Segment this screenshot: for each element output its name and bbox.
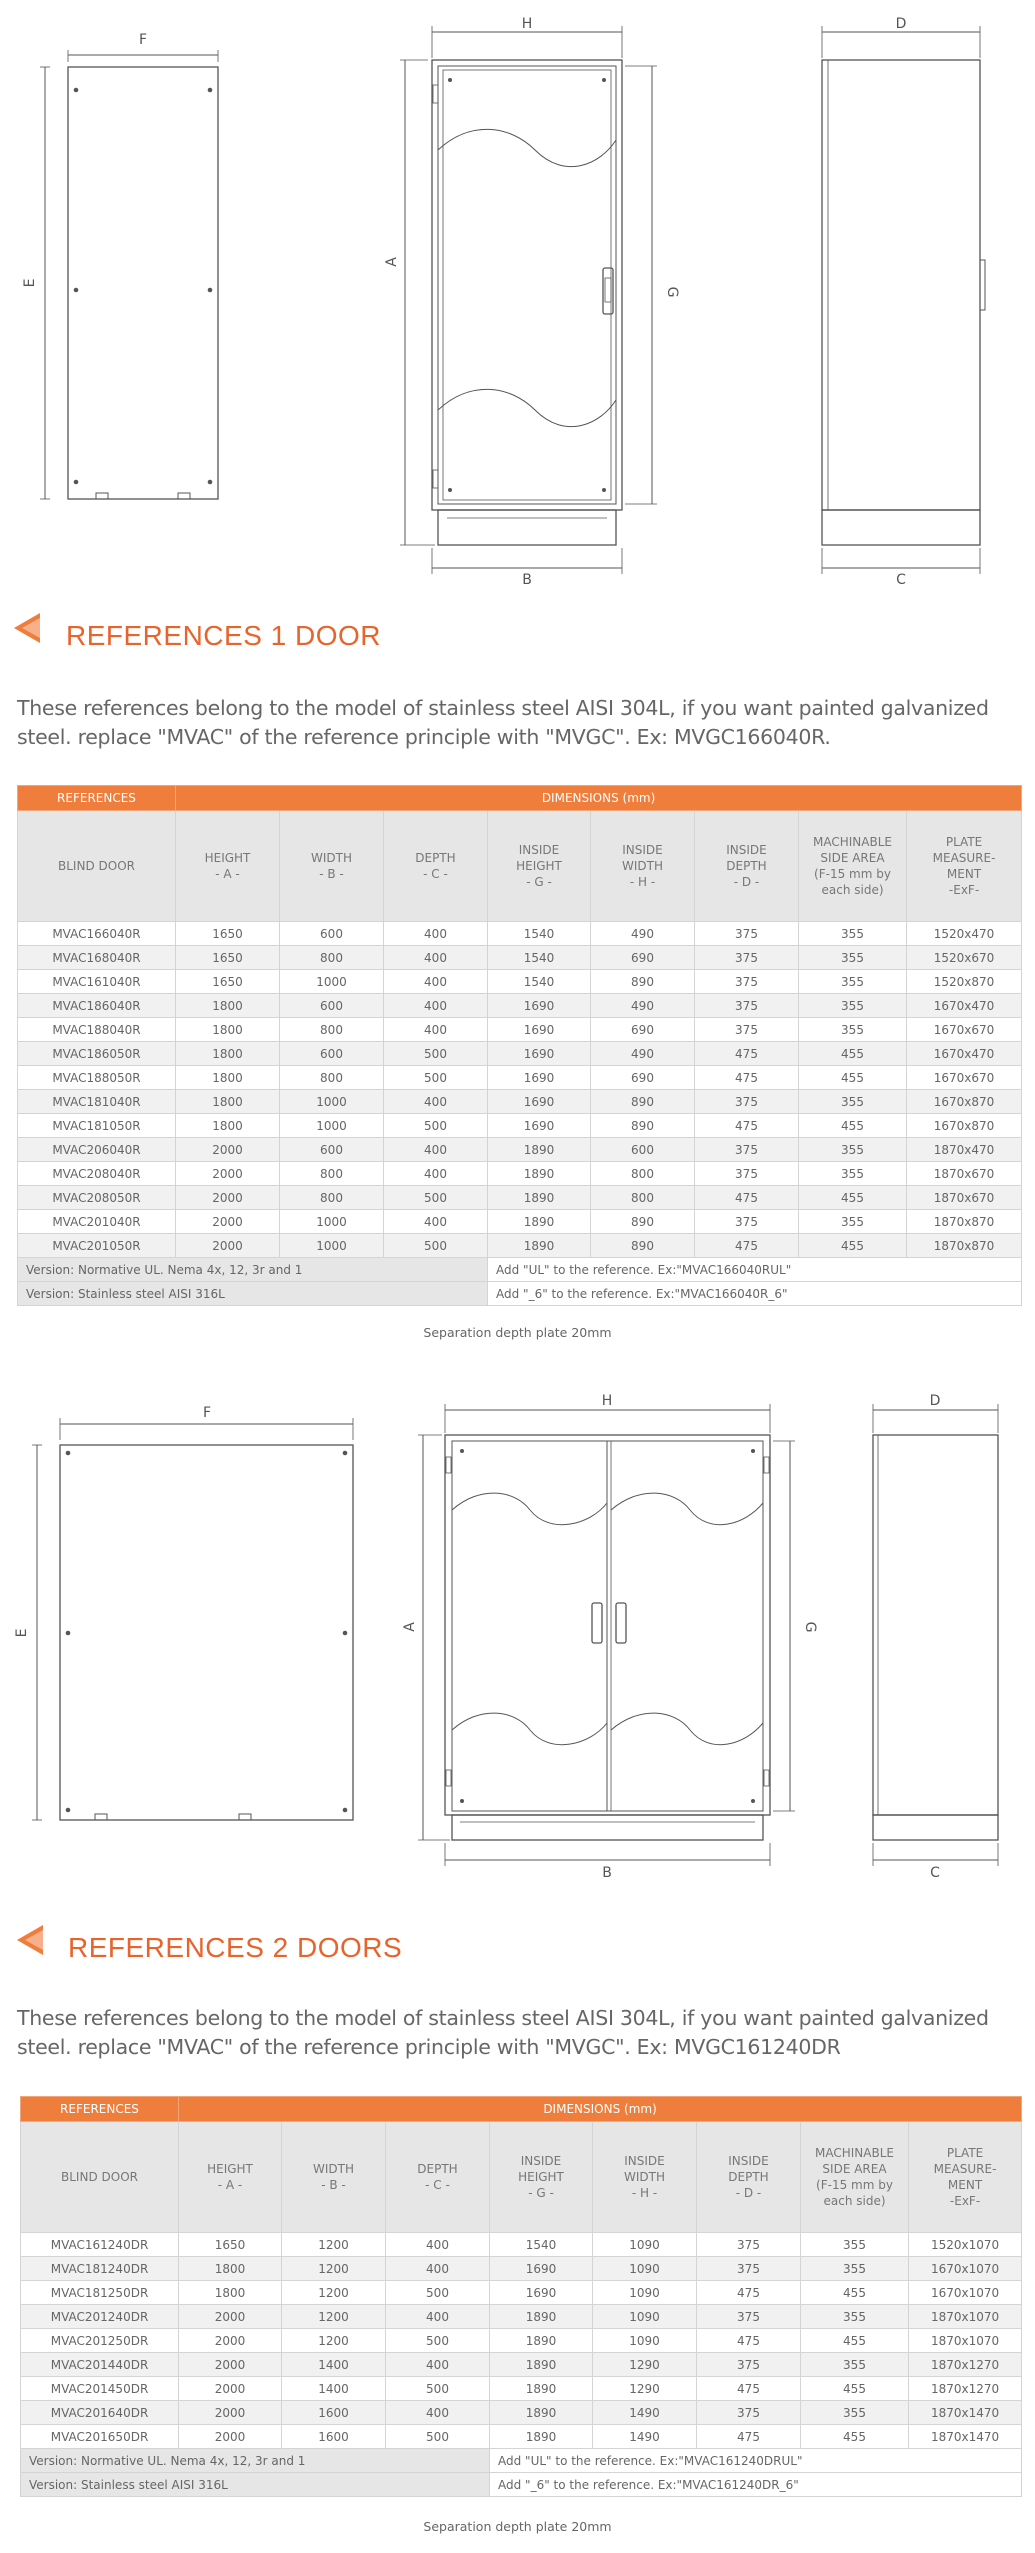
reference-cell: MVAC161240DR [21, 2233, 179, 2257]
reference-cell: MVAC201650DR [21, 2425, 179, 2449]
dimension-cell: 475 [695, 1042, 799, 1066]
dimension-cell: 800 [280, 1162, 384, 1186]
dimension-cell: 1650 [176, 970, 280, 994]
dimension-cell: 1870x1070 [909, 2305, 1022, 2329]
dimension-cell: 1000 [280, 1210, 384, 1234]
table-row [18, 1234, 1022, 1258]
table-body [18, 922, 1022, 1258]
dimension-cell: 690 [591, 946, 695, 970]
dimension-cell: 800 [591, 1186, 695, 1210]
dimension-cell: 490 [591, 994, 695, 1018]
reference-cell: MVAC208050R [18, 1186, 176, 1210]
section-intro-1-door: These references belong to the model of stainless steel AISI 304L, if you want painted galvanized steel. replace "MVAC" of the reference principle with "MVGC". Ex: MVGC166040R. [17, 696, 989, 749]
dimension-cell: 690 [591, 1018, 695, 1042]
dimension-cell: 1890 [488, 1162, 591, 1186]
column-header: INSIDE DEPTH - D - [697, 2122, 801, 2233]
reference-cell: MVAC201250DR [21, 2329, 179, 2353]
reference-cell: MVAC188040R [18, 1018, 176, 1042]
dimension-cell: 2000 [179, 2305, 282, 2329]
dimension-cell: 600 [591, 1138, 695, 1162]
column-header: HEIGHT - A - [179, 2122, 282, 2233]
dimension-cell: 455 [801, 2425, 909, 2449]
dimension-cell: 355 [799, 1162, 907, 1186]
dimension-cell: 375 [695, 1090, 799, 1114]
version-rows [21, 2449, 1022, 2497]
table-row [18, 970, 1022, 994]
two-door-cabinet-drawing [0, 1385, 1035, 1905]
version-label: Version: Stainless steel AISI 316L [18, 1282, 488, 1306]
dimension-cell: 1870x870 [907, 1234, 1022, 1258]
dimension-cell: 400 [384, 1090, 488, 1114]
dimension-cell: 1490 [593, 2401, 697, 2425]
dimension-cell: 1000 [280, 970, 384, 994]
dimension-cell: 355 [799, 1138, 907, 1162]
version-note: Add "_6" to the reference. Ex:"MVAC166040R_6" [488, 1282, 1022, 1306]
dimension-cell: 1600 [282, 2401, 386, 2425]
references-table-1-door [17, 785, 1022, 1306]
dimension-cell: 475 [695, 1066, 799, 1090]
dimension-cell: 890 [591, 1090, 695, 1114]
column-header: BLIND DOOR [18, 811, 176, 922]
reference-cell: MVAC186040R [18, 994, 176, 1018]
table-row [18, 1138, 1022, 1162]
dimension-cell: 375 [695, 994, 799, 1018]
dim-label-e: E [22, 278, 38, 288]
dimension-cell: 1870x1270 [909, 2353, 1022, 2377]
dimension-cell: 375 [695, 970, 799, 994]
dimension-cell: 355 [799, 1210, 907, 1234]
dimension-cell: 455 [801, 2377, 909, 2401]
dimension-cell: 1200 [282, 2329, 386, 2353]
dimension-cell: 1650 [176, 922, 280, 946]
dimension-cell: 1600 [282, 2425, 386, 2449]
dimension-cell: 355 [799, 946, 907, 970]
table-row [18, 1162, 1022, 1186]
dimension-cell: 1670x470 [907, 1042, 1022, 1066]
version-label: Version: Normative UL. Nema 4x, 12, 3r and 1 [21, 2449, 490, 2473]
reference-cell: MVAC168040R [18, 946, 176, 970]
dimension-cell: 1200 [282, 2281, 386, 2305]
dimension-cell: 1670x870 [907, 1090, 1022, 1114]
dimension-cell: 400 [386, 2401, 490, 2425]
dimension-cell: 355 [801, 2257, 909, 2281]
group-header-references: REFERENCES [18, 786, 176, 811]
dim-label-h: H [521, 16, 533, 32]
dimension-cell: 490 [591, 922, 695, 946]
dimension-cell: 1800 [179, 2281, 282, 2305]
table-row [21, 2401, 1022, 2425]
orange-triangle-icon [17, 1925, 45, 1955]
dimension-cell: 375 [697, 2305, 801, 2329]
dimension-cell: 1090 [593, 2281, 697, 2305]
table-row [18, 1042, 1022, 1066]
section-title-2-doors: REFERENCES 2 DOORS [68, 1932, 403, 1963]
dimension-cell: 1800 [176, 1114, 280, 1138]
reference-cell: MVAC181050R [18, 1114, 176, 1138]
dimension-cell: 1890 [490, 2377, 593, 2401]
dimension-cell: 375 [695, 1162, 799, 1186]
dimension-cell: 500 [386, 2425, 490, 2449]
dimension-cell: 500 [384, 1186, 488, 1210]
dimension-cell: 1090 [593, 2257, 697, 2281]
dimension-cell: 1690 [488, 1090, 591, 1114]
dimension-cell: 375 [695, 1210, 799, 1234]
dimension-cell: 500 [386, 2281, 490, 2305]
version-note: Add "UL" to the reference. Ex:"MVAC166040RUL" [488, 1258, 1022, 1282]
dimension-cell: 400 [384, 1018, 488, 1042]
dimension-cell: 1890 [488, 1234, 591, 1258]
dimension-cell: 2000 [179, 2353, 282, 2377]
dimension-cell: 890 [591, 1114, 695, 1138]
dim-label-f: F [138, 32, 148, 48]
dimension-cell: 500 [384, 1234, 488, 1258]
dimension-cell: 1870x670 [907, 1186, 1022, 1210]
table-row [21, 2281, 1022, 2305]
column-header: PLATE MEASURE- MENT -ExF- [909, 2122, 1022, 2233]
dimension-cell: 800 [280, 1186, 384, 1210]
dim-label-f: F [202, 1405, 212, 1421]
dimension-cell: 1690 [488, 1114, 591, 1138]
dimension-cell: 400 [386, 2353, 490, 2377]
column-header: DEPTH - C - [386, 2122, 490, 2233]
dimension-cell: 400 [384, 922, 488, 946]
table-row [18, 1210, 1022, 1234]
dimension-cell: 400 [384, 1138, 488, 1162]
dimension-cell: 355 [801, 2401, 909, 2425]
dim-label-d: D [895, 16, 907, 32]
version-rows [18, 1258, 1022, 1306]
table-row [18, 1090, 1022, 1114]
dimension-cell: 1890 [490, 2305, 593, 2329]
dimension-cell: 1200 [282, 2233, 386, 2257]
dimension-cell: 375 [697, 2401, 801, 2425]
dimension-cell: 2000 [176, 1186, 280, 1210]
dimension-cell: 475 [697, 2329, 801, 2353]
dimension-cell: 1690 [488, 994, 591, 1018]
dim-label-c: C [930, 1865, 940, 1881]
dimension-cell: 355 [799, 1018, 907, 1042]
table-row [21, 2329, 1022, 2353]
single-door-cabinet-drawing [0, 0, 1035, 590]
dim-label-g: G [802, 1621, 818, 1633]
group-header-dimensions: DIMENSIONS (mm) [179, 2097, 1022, 2122]
table-row [21, 2377, 1022, 2401]
dimension-cell: 1690 [490, 2281, 593, 2305]
table-row [21, 2425, 1022, 2449]
dimension-cell: 2000 [179, 2377, 282, 2401]
reference-cell: MVAC181250DR [21, 2281, 179, 2305]
dim-label-a: A [402, 1622, 418, 1632]
dimension-cell: 2000 [176, 1234, 280, 1258]
group-header-dimensions: DIMENSIONS (mm) [176, 786, 1022, 811]
dimension-cell: 800 [280, 946, 384, 970]
separation-note-2-doors: Separation depth plate 20mm [423, 2519, 612, 2534]
column-header: MACHINABLE SIDE AREA (F-15 mm by each side) [799, 811, 907, 922]
dimension-cell: 1870x470 [907, 1138, 1022, 1162]
dim-label-d: D [929, 1393, 941, 1409]
dimension-cell: 2000 [176, 1210, 280, 1234]
dimension-cell: 2000 [176, 1138, 280, 1162]
dimension-cell: 1090 [593, 2233, 697, 2257]
dimension-cell: 1520x670 [907, 946, 1022, 970]
column-header: HEIGHT - A - [176, 811, 280, 922]
dim-label-g: G [664, 286, 680, 298]
dimension-cell: 2000 [179, 2401, 282, 2425]
dimension-cell: 1800 [176, 1018, 280, 1042]
dimension-cell: 1490 [593, 2425, 697, 2449]
dimension-cell: 455 [801, 2329, 909, 2353]
references-table-2-doors [20, 2096, 1022, 2497]
dimension-cell: 1400 [282, 2353, 386, 2377]
dimension-cell: 355 [799, 994, 907, 1018]
dimension-cell: 400 [384, 970, 488, 994]
dimension-cell: 1870x1270 [909, 2377, 1022, 2401]
dimension-cell: 400 [386, 2305, 490, 2329]
dim-label-a: A [384, 257, 400, 267]
dimension-cell: 1670x670 [907, 1066, 1022, 1090]
table-row [18, 994, 1022, 1018]
reference-cell: MVAC181240DR [21, 2257, 179, 2281]
dimension-cell: 1890 [488, 1186, 591, 1210]
reference-cell: MVAC206040R [18, 1138, 176, 1162]
dimension-cell: 1670x870 [907, 1114, 1022, 1138]
column-header-row [18, 811, 1022, 922]
dimension-cell: 800 [280, 1018, 384, 1042]
column-header: MACHINABLE SIDE AREA (F-15 mm by each side) [801, 2122, 909, 2233]
dimension-cell: 600 [280, 994, 384, 1018]
table-row [18, 1018, 1022, 1042]
dimension-cell: 475 [697, 2425, 801, 2449]
dimension-cell: 890 [591, 1234, 695, 1258]
dimension-cell: 475 [697, 2281, 801, 2305]
dimension-cell: 600 [280, 922, 384, 946]
dim-label-e: E [14, 1628, 30, 1638]
reference-cell: MVAC201450DR [21, 2377, 179, 2401]
reference-cell: MVAC201640DR [21, 2401, 179, 2425]
table-row [18, 1186, 1022, 1210]
version-row-ul [21, 2449, 1022, 2473]
dimension-cell: 355 [799, 922, 907, 946]
version-label: Version: Normative UL. Nema 4x, 12, 3r and 1 [18, 1258, 488, 1282]
dimension-cell: 1870x1070 [909, 2329, 1022, 2353]
version-row-ul [18, 1258, 1022, 1282]
column-header: INSIDE HEIGHT - G - [490, 2122, 593, 2233]
dimension-cell: 455 [799, 1186, 907, 1210]
dimension-cell: 1000 [280, 1234, 384, 1258]
dimension-cell: 1090 [593, 2305, 697, 2329]
reference-cell: MVAC201440DR [21, 2353, 179, 2377]
dimension-cell: 1540 [488, 946, 591, 970]
version-label: Version: Stainless steel AISI 316L [21, 2473, 490, 2497]
dim-label-b: B [602, 1865, 612, 1881]
dimension-cell: 1870x670 [907, 1162, 1022, 1186]
dimension-cell: 375 [697, 2257, 801, 2281]
dimension-cell: 2000 [176, 1162, 280, 1186]
dimension-cell: 355 [801, 2233, 909, 2257]
dim-label-h: H [601, 1393, 613, 1409]
dimension-cell: 1800 [176, 994, 280, 1018]
dimension-cell: 1870x1470 [909, 2401, 1022, 2425]
column-header: INSIDE DEPTH - D - [695, 811, 799, 922]
dimension-cell: 1800 [179, 2257, 282, 2281]
dimension-cell: 1690 [488, 1042, 591, 1066]
dimension-cell: 375 [695, 922, 799, 946]
dimension-cell: 455 [801, 2281, 909, 2305]
dimension-cell: 475 [695, 1234, 799, 1258]
dimension-cell: 500 [384, 1066, 488, 1090]
dimension-cell: 1520x870 [907, 970, 1022, 994]
dimension-cell: 1650 [179, 2233, 282, 2257]
dimension-cell: 375 [695, 1018, 799, 1042]
dimension-cell: 490 [591, 1042, 695, 1066]
dimension-cell: 1690 [488, 1066, 591, 1090]
dimension-cell: 400 [386, 2233, 490, 2257]
dimension-cell: 1000 [280, 1114, 384, 1138]
dimension-cell: 455 [799, 1066, 907, 1090]
dimension-cell: 455 [799, 1042, 907, 1066]
dimension-cell: 1800 [176, 1066, 280, 1090]
dimension-cell: 475 [695, 1186, 799, 1210]
version-note: Add "UL" to the reference. Ex:"MVAC161240DRUL" [490, 2449, 1022, 2473]
reference-cell: MVAC166040R [18, 922, 176, 946]
dimension-cell: 1290 [593, 2377, 697, 2401]
dim-label-c: C [896, 572, 906, 588]
dimension-cell: 1690 [490, 2257, 593, 2281]
dimension-cell: 1540 [488, 922, 591, 946]
dimension-cell: 1690 [488, 1018, 591, 1042]
dimension-cell: 1200 [282, 2257, 386, 2281]
reference-cell: MVAC201240DR [21, 2305, 179, 2329]
dimension-cell: 1670x1070 [909, 2257, 1022, 2281]
column-header: DEPTH - C - [384, 811, 488, 922]
dimension-cell: 500 [386, 2377, 490, 2401]
dimension-cell: 1200 [282, 2305, 386, 2329]
dimension-cell: 800 [591, 1162, 695, 1186]
dim-label-b: B [522, 572, 532, 588]
dimension-cell: 890 [591, 970, 695, 994]
reference-cell: MVAC161040R [18, 970, 176, 994]
table-row [18, 1114, 1022, 1138]
dimension-cell: 455 [799, 1234, 907, 1258]
table-row [18, 1066, 1022, 1090]
dimension-cell: 475 [697, 2377, 801, 2401]
dimension-cell: 355 [801, 2353, 909, 2377]
dimension-cell: 455 [799, 1114, 907, 1138]
column-header: WIDTH - B - [282, 2122, 386, 2233]
table-row [21, 2305, 1022, 2329]
table-row [18, 922, 1022, 946]
section-intro-2-doors: These references belong to the model of stainless steel AISI 304L, if you want painted galvanized steel. replace "MVAC" of the reference principle with "MVGC". Ex: MVGC161240DR [17, 2006, 989, 2059]
column-header: INSIDE WIDTH - H - [591, 811, 695, 922]
dimension-cell: 355 [799, 970, 907, 994]
dimension-cell: 375 [697, 2233, 801, 2257]
dimension-cell: 1290 [593, 2353, 697, 2377]
table-row [21, 2233, 1022, 2257]
separation-note-1-door: Separation depth plate 20mm [423, 1325, 612, 1340]
dimension-cell: 1670x1070 [909, 2281, 1022, 2305]
dimension-cell: 500 [386, 2329, 490, 2353]
group-header-references: REFERENCES [21, 2097, 179, 2122]
dimension-cell: 400 [384, 994, 488, 1018]
dimension-cell: 1890 [490, 2425, 593, 2449]
table-row [18, 946, 1022, 970]
table-row [21, 2257, 1022, 2281]
dimension-cell: 375 [695, 946, 799, 970]
column-header: INSIDE WIDTH - H - [593, 2122, 697, 2233]
dimension-cell: 1890 [488, 1138, 591, 1162]
dimension-cell: 400 [384, 1162, 488, 1186]
dimension-cell: 1540 [490, 2233, 593, 2257]
section-title-1-door: REFERENCES 1 DOOR [66, 620, 381, 651]
orange-triangle-icon [14, 613, 42, 643]
dimension-cell: 1400 [282, 2377, 386, 2401]
table-row [21, 2353, 1022, 2377]
dimension-cell: 500 [384, 1042, 488, 1066]
dimension-cell: 600 [280, 1042, 384, 1066]
dimension-cell: 800 [280, 1066, 384, 1090]
dimension-cell: 1800 [176, 1042, 280, 1066]
dimension-cell: 1650 [176, 946, 280, 970]
dimension-cell: 690 [591, 1066, 695, 1090]
version-row-316l [21, 2473, 1022, 2497]
dimension-cell: 1800 [176, 1090, 280, 1114]
column-header: INSIDE HEIGHT - G - [488, 811, 591, 922]
version-note: Add "_6" to the reference. Ex:"MVAC161240DR_6" [490, 2473, 1022, 2497]
table-body [21, 2233, 1022, 2449]
reference-cell: MVAC188050R [18, 1066, 176, 1090]
dimension-cell: 1890 [488, 1210, 591, 1234]
dimension-cell: 400 [386, 2257, 490, 2281]
dimension-cell: 1670x470 [907, 994, 1022, 1018]
dimension-cell: 1000 [280, 1090, 384, 1114]
dimension-cell: 1890 [490, 2353, 593, 2377]
dimension-cell: 600 [280, 1138, 384, 1162]
dimension-cell: 1870x870 [907, 1210, 1022, 1234]
dimension-cell: 355 [801, 2305, 909, 2329]
column-header-row [21, 2122, 1022, 2233]
reference-cell: MVAC181040R [18, 1090, 176, 1114]
column-header: PLATE MEASURE- MENT -ExF- [907, 811, 1022, 922]
dimension-cell: 1670x670 [907, 1018, 1022, 1042]
reference-cell: MVAC201050R [18, 1234, 176, 1258]
dimension-cell: 2000 [179, 2425, 282, 2449]
column-header: WIDTH - B - [280, 811, 384, 922]
reference-cell: MVAC201040R [18, 1210, 176, 1234]
dimension-cell: 1090 [593, 2329, 697, 2353]
reference-cell: MVAC208040R [18, 1162, 176, 1186]
column-header: BLIND DOOR [21, 2122, 179, 2233]
dimension-cell: 1890 [490, 2401, 593, 2425]
dimension-cell: 400 [384, 946, 488, 970]
dimension-cell: 500 [384, 1114, 488, 1138]
dimension-cell: 355 [799, 1090, 907, 1114]
dimension-cell: 1520x1070 [909, 2233, 1022, 2257]
dimension-cell: 1890 [490, 2329, 593, 2353]
dimension-cell: 890 [591, 1210, 695, 1234]
dimension-cell: 375 [697, 2353, 801, 2377]
dimension-cell: 475 [695, 1114, 799, 1138]
dimension-cell: 1520x470 [907, 922, 1022, 946]
dimension-cell: 1870x1470 [909, 2425, 1022, 2449]
version-row-316l [18, 1282, 1022, 1306]
dimension-cell: 2000 [179, 2329, 282, 2353]
dimension-cell: 375 [695, 1138, 799, 1162]
dimension-cell: 400 [384, 1210, 488, 1234]
dimension-cell: 1540 [488, 970, 591, 994]
reference-cell: MVAC186050R [18, 1042, 176, 1066]
